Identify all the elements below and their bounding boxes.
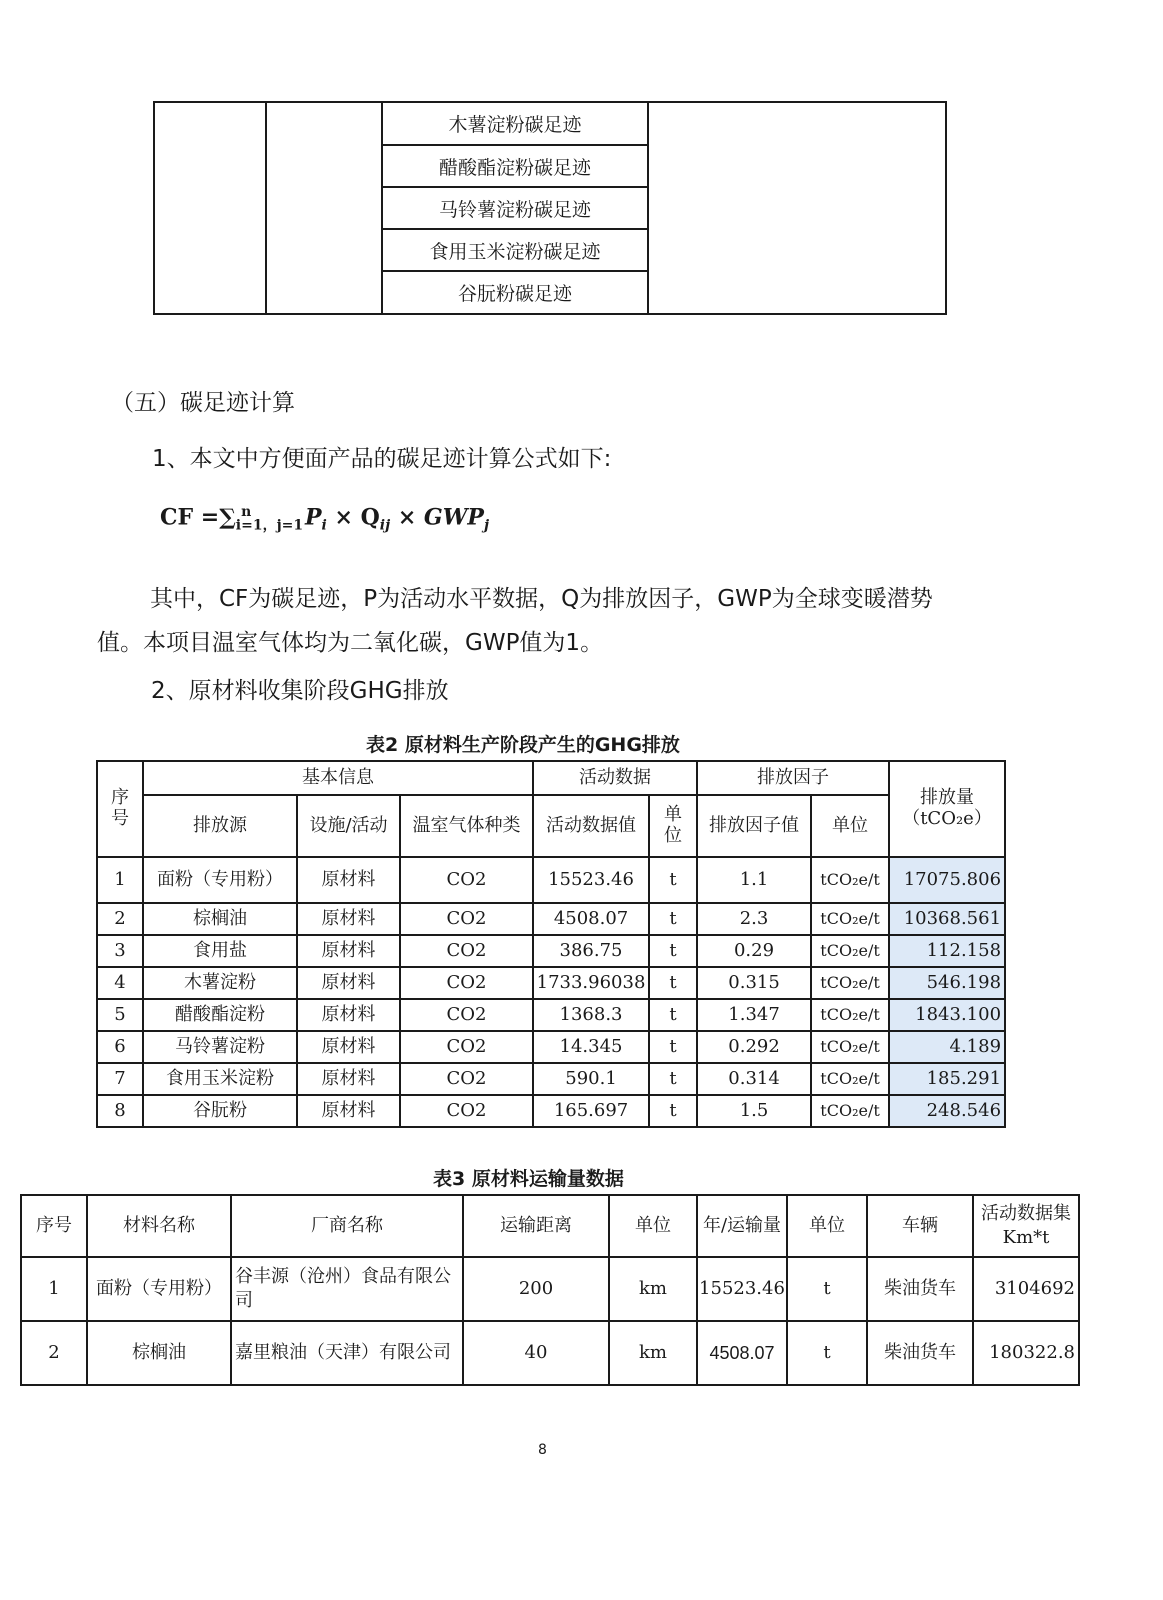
row-seq: 5 bbox=[97, 999, 143, 1031]
row-seq: 7 bbox=[97, 1063, 143, 1095]
table-row bbox=[97, 935, 1005, 967]
table-row bbox=[21, 1321, 1079, 1385]
header-facility: 设施/活动 bbox=[297, 795, 400, 857]
row-unit: t bbox=[649, 967, 697, 999]
row-factor-unit: tCO₂e/t bbox=[811, 999, 889, 1031]
formula-p: P bbox=[304, 504, 322, 531]
row-material: 棕榈油 bbox=[87, 1321, 231, 1385]
row-volume: 4508.07 bbox=[697, 1321, 787, 1385]
emission-table bbox=[96, 760, 1006, 1128]
header-activity: 活动数据集Km*t bbox=[973, 1195, 1079, 1257]
row-gas: CO2 bbox=[400, 903, 533, 935]
row-facility: 原材料 bbox=[297, 999, 400, 1031]
header-material: 材料名称 bbox=[87, 1195, 231, 1257]
row-unit: t bbox=[787, 1321, 867, 1385]
row-factor: 1.5 bbox=[697, 1095, 811, 1127]
header-seq: 序号 bbox=[21, 1195, 87, 1257]
row-source: 面粉（专用粉） bbox=[143, 857, 297, 903]
row-facility: 原材料 bbox=[297, 1095, 400, 1127]
table-cell: 食用玉米淀粉碳足迹 bbox=[382, 229, 648, 271]
blank-cell bbox=[266, 102, 382, 314]
row-activity-value: 590.1 bbox=[533, 1063, 649, 1095]
formula-sub-j: j bbox=[483, 517, 490, 534]
row-facility: 原材料 bbox=[297, 1063, 400, 1095]
row-emission: 4.189 bbox=[889, 1031, 1005, 1063]
blank-cell bbox=[648, 102, 946, 314]
row-emission: 112.158 bbox=[889, 935, 1005, 967]
row-source: 棕榈油 bbox=[143, 903, 297, 935]
top-table bbox=[153, 101, 947, 315]
row-gas: CO2 bbox=[400, 1063, 533, 1095]
row-activity-value: 14.345 bbox=[533, 1031, 649, 1063]
paragraph: 2、原材料收集阶段GHG排放 bbox=[151, 678, 449, 704]
row-facility: 原材料 bbox=[297, 935, 400, 967]
header-emission-amount: 排放量（tCO₂e） bbox=[889, 761, 1005, 857]
row-factor-unit: tCO₂e/t bbox=[811, 857, 889, 903]
row-seq: 2 bbox=[97, 903, 143, 935]
row-activity-value: 4508.07 bbox=[533, 903, 649, 935]
table-row bbox=[97, 1063, 1005, 1095]
row-unit: t bbox=[787, 1257, 867, 1321]
table-cell: 马铃薯淀粉碳足迹 bbox=[382, 187, 648, 229]
row-unit: t bbox=[649, 857, 697, 903]
row-factor: 0.29 bbox=[697, 935, 811, 967]
row-source: 谷朊粉 bbox=[143, 1095, 297, 1127]
section-heading: （五）碳足迹计算 bbox=[111, 390, 295, 416]
header-emission-factor: 排放因子 bbox=[697, 761, 889, 795]
paragraph: 其中，CF为碳足迹，P为活动水平数据，Q为排放因子，GWP为全球变暖潜势 bbox=[150, 586, 933, 612]
row-factor: 1.347 bbox=[697, 999, 811, 1031]
table-cell: 谷朊粉碳足迹 bbox=[382, 271, 648, 314]
row-source: 醋酸酯淀粉 bbox=[143, 999, 297, 1031]
row-activity: 180322.8 bbox=[973, 1321, 1079, 1385]
formula-sub-ij: ij bbox=[379, 517, 391, 534]
row-unit: t bbox=[649, 1031, 697, 1063]
row-factor-unit: tCO₂e/t bbox=[811, 935, 889, 967]
row-activity-value: 165.697 bbox=[533, 1095, 649, 1127]
row-gas: CO2 bbox=[400, 999, 533, 1031]
row-source: 木薯淀粉 bbox=[143, 967, 297, 999]
row-emission: 10368.561 bbox=[889, 903, 1005, 935]
row-volume: 15523.46 bbox=[697, 1257, 787, 1321]
row-activity: 3104692 bbox=[973, 1257, 1079, 1321]
row-factor-unit: tCO₂e/t bbox=[811, 1095, 889, 1127]
formula-sub: i=1，j=1 bbox=[235, 517, 304, 534]
formula-times-q: × Q bbox=[326, 504, 380, 531]
row-distance: 40 bbox=[463, 1321, 609, 1385]
row-gas: CO2 bbox=[400, 1031, 533, 1063]
row-activity-value: 1368.3 bbox=[533, 999, 649, 1031]
row-unit: t bbox=[649, 1063, 697, 1095]
row-unit: t bbox=[649, 999, 697, 1031]
blank-cell bbox=[154, 102, 266, 314]
row-activity-value: 1733.96038 bbox=[533, 967, 649, 999]
row-seq: 1 bbox=[21, 1257, 87, 1321]
page-number: 8 bbox=[538, 1442, 547, 1458]
table-row bbox=[97, 999, 1005, 1031]
row-seq: 2 bbox=[21, 1321, 87, 1385]
row-factor: 0.315 bbox=[697, 967, 811, 999]
row-vendor: 谷丰源（沧州）食品有限公司 bbox=[231, 1257, 463, 1321]
header-unit: 单位 bbox=[787, 1195, 867, 1257]
row-emission: 546.198 bbox=[889, 967, 1005, 999]
table-cell: 木薯淀粉碳足迹 bbox=[382, 102, 648, 145]
row-emission: 17075.806 bbox=[889, 857, 1005, 903]
row-factor-unit: tCO₂e/t bbox=[811, 1031, 889, 1063]
row-distance: 200 bbox=[463, 1257, 609, 1321]
formula-sub-i: i bbox=[321, 517, 327, 534]
table-row bbox=[97, 967, 1005, 999]
row-gas: CO2 bbox=[400, 857, 533, 903]
header-vehicle: 车辆 bbox=[867, 1195, 973, 1257]
row-emission: 185.291 bbox=[889, 1063, 1005, 1095]
table3-caption: 表3 原材料运输量数据 bbox=[433, 1168, 624, 1190]
table-row bbox=[97, 857, 1005, 903]
row-vendor: 嘉里粮油（天津）有限公司 bbox=[231, 1321, 463, 1385]
row-facility: 原材料 bbox=[297, 857, 400, 903]
row-activity-value: 15523.46 bbox=[533, 857, 649, 903]
row-seq: 4 bbox=[97, 967, 143, 999]
row-unit: km bbox=[609, 1257, 697, 1321]
row-factor-unit: tCO₂e/t bbox=[811, 967, 889, 999]
paragraph: 值。本项目温室气体均为二氧化碳，GWP值为1。 bbox=[97, 630, 604, 656]
row-activity-value: 386.75 bbox=[533, 935, 649, 967]
row-factor: 1.1 bbox=[697, 857, 811, 903]
row-factor-unit: tCO₂e/t bbox=[811, 1063, 889, 1095]
formula-times-gwp: × GWP bbox=[390, 504, 484, 531]
header-factor-unit: 单位 bbox=[811, 795, 889, 857]
row-source: 食用盐 bbox=[143, 935, 297, 967]
header-activity-data: 活动数据 bbox=[533, 761, 697, 795]
header-distance: 运输距离 bbox=[463, 1195, 609, 1257]
row-gas: CO2 bbox=[400, 935, 533, 967]
row-factor: 0.314 bbox=[697, 1063, 811, 1095]
row-source: 马铃薯淀粉 bbox=[143, 1031, 297, 1063]
formula bbox=[160, 504, 489, 535]
header-unit: 单位 bbox=[649, 795, 697, 857]
header-gas-type: 温室气体种类 bbox=[400, 795, 533, 857]
table-cell: 醋酸酯淀粉碳足迹 bbox=[382, 145, 648, 187]
row-unit: t bbox=[649, 903, 697, 935]
table-row bbox=[97, 1095, 1005, 1127]
header-basic-info: 基本信息 bbox=[143, 761, 533, 795]
row-emission: 248.546 bbox=[889, 1095, 1005, 1127]
transport-table bbox=[20, 1194, 1080, 1386]
row-seq: 6 bbox=[97, 1031, 143, 1063]
formula-lhs: CF =∑ bbox=[160, 504, 236, 531]
formula-sup: n bbox=[241, 504, 252, 520]
row-material: 面粉（专用粉） bbox=[87, 1257, 231, 1321]
header-factor-value: 排放因子值 bbox=[697, 795, 811, 857]
row-seq: 8 bbox=[97, 1095, 143, 1127]
row-gas: CO2 bbox=[400, 1095, 533, 1127]
header-vendor: 厂商名称 bbox=[231, 1195, 463, 1257]
table2-caption: 表2 原材料生产阶段产生的GHG排放 bbox=[366, 734, 680, 756]
row-unit: km bbox=[609, 1321, 697, 1385]
row-factor: 0.292 bbox=[697, 1031, 811, 1063]
row-factor: 2.3 bbox=[697, 903, 811, 935]
table-row bbox=[97, 903, 1005, 935]
header-activity-value: 活动数据值 bbox=[533, 795, 649, 857]
row-emission: 1843.100 bbox=[889, 999, 1005, 1031]
table-row bbox=[97, 1031, 1005, 1063]
row-source: 食用玉米淀粉 bbox=[143, 1063, 297, 1095]
row-gas: CO2 bbox=[400, 967, 533, 999]
row-seq: 1 bbox=[97, 857, 143, 903]
row-unit: t bbox=[649, 1095, 697, 1127]
header-seq: 序号 bbox=[97, 761, 143, 857]
paragraph: 1、本文中方便面产品的碳足迹计算公式如下: bbox=[152, 446, 612, 472]
header-source: 排放源 bbox=[143, 795, 297, 857]
header-unit: 单位 bbox=[609, 1195, 697, 1257]
row-unit: t bbox=[649, 935, 697, 967]
row-factor-unit: tCO₂e/t bbox=[811, 903, 889, 935]
row-facility: 原材料 bbox=[297, 967, 400, 999]
row-facility: 原材料 bbox=[297, 1031, 400, 1063]
table-row bbox=[21, 1257, 1079, 1321]
header-volume: 年/运输量 bbox=[697, 1195, 787, 1257]
row-vehicle: 柴油货车 bbox=[867, 1257, 973, 1321]
row-seq: 3 bbox=[97, 935, 143, 967]
row-vehicle: 柴油货车 bbox=[867, 1321, 973, 1385]
row-facility: 原材料 bbox=[297, 903, 400, 935]
